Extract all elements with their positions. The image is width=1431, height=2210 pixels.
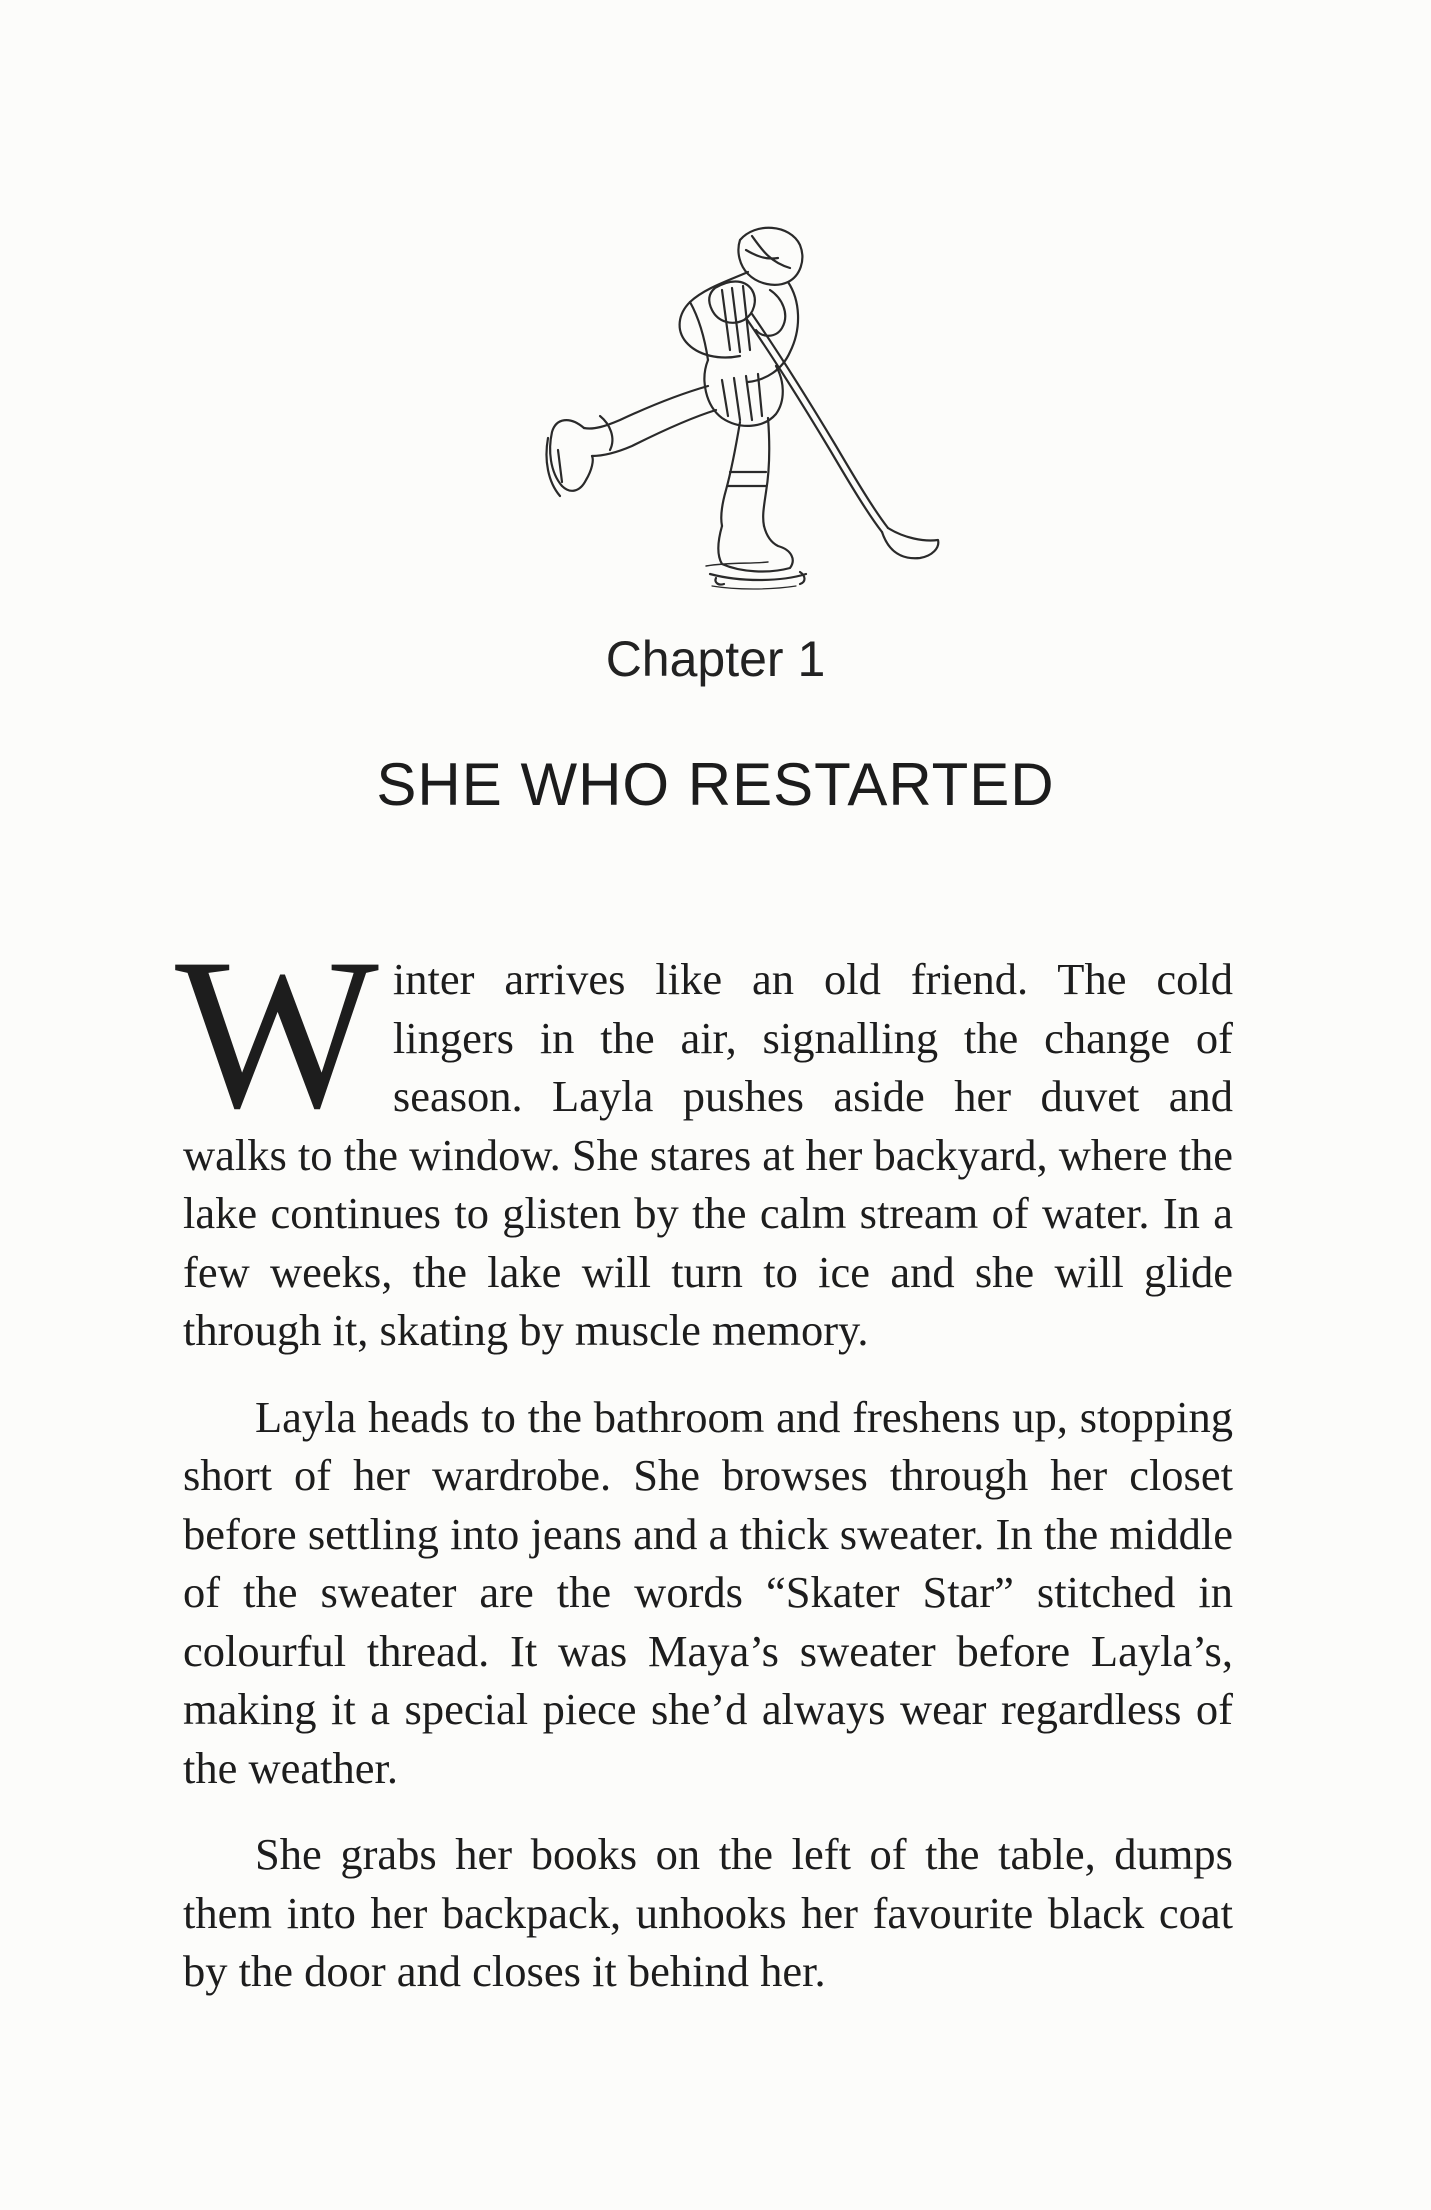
chapter-label: Chapter 1 (605, 631, 826, 687)
paragraph-1 (175, 914, 1233, 1360)
chapter-title: SHE WHO RESTARTED (376, 751, 1055, 818)
paragraph-2: Layla heads to the bathroom and freshens up, stopping short of her wardrobe. She browses through her closet before settling into jeans and a thick sweater. In the middle of the sweater are the words “Skater Star” stitched in colourful thread. It was Maya’s sweater before Layla’s, making it a special piece she’d always wear regardless of the weather. (183, 1391, 1233, 1793)
hockey-player-skating-icon (500, 210, 940, 600)
chapter-body (175, 914, 1233, 2029)
drop-cap: W (175, 914, 379, 1153)
paragraph-1-text: inter arrives like an old friend. The cold lingers in the air, signalling the change of season. Layla pushes aside her duvet and walks to the window. She stares at her backyard, where the lake continues to glisten by the calm stream of water. In a few weeks, the lake will turn to ice and she will glide through it, skating by muscle memory. (183, 954, 1233, 1355)
paragraph-3: She grabs her books on the left of the table, dumps them into her backpack, unhooks her favourite black coat by the door and closes it behind her. (183, 1829, 1233, 1996)
